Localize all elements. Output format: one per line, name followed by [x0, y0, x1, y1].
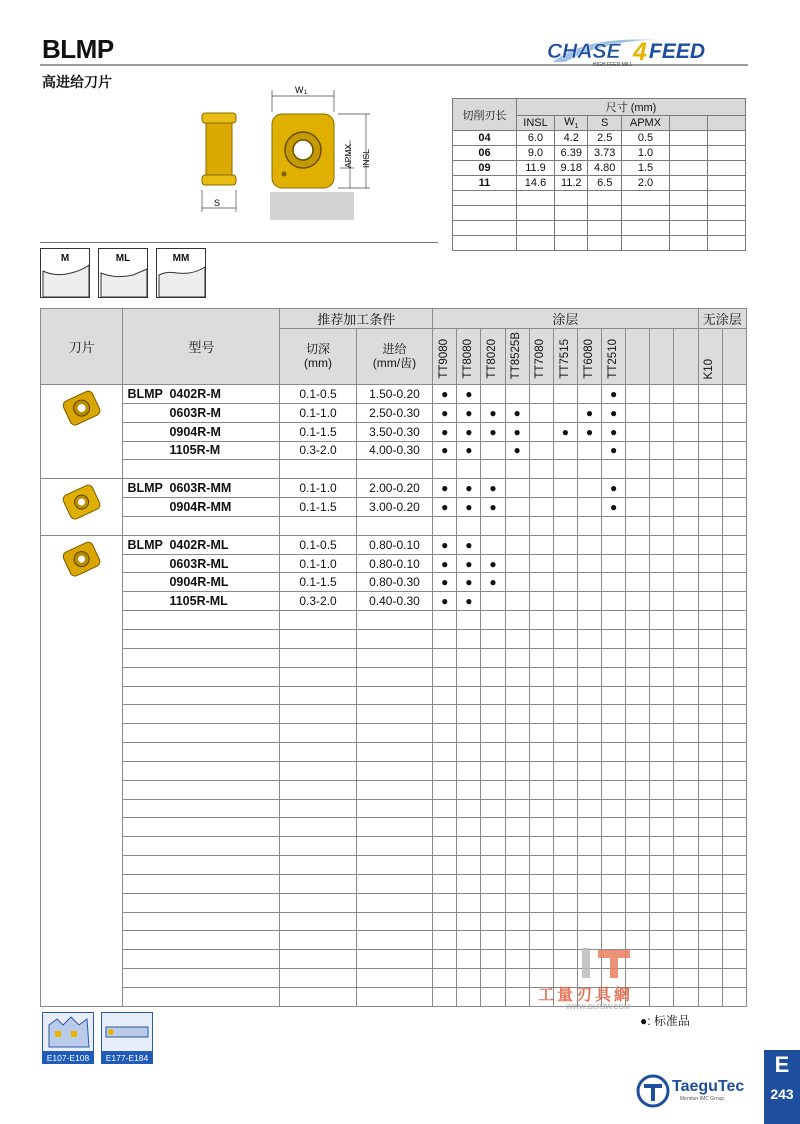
grade-cell [722, 573, 746, 592]
standard-dot: ● [553, 422, 577, 441]
grade-cell [481, 535, 505, 554]
insert-dimension-diagram [180, 80, 380, 230]
dim-row: 11 14.6 11.2 6.5 2.0 [453, 176, 746, 191]
standard-dot: ● [481, 498, 505, 517]
grade-cell [650, 403, 674, 422]
model-cell [123, 573, 280, 592]
model-cell [123, 479, 280, 498]
grade-cell [674, 385, 698, 404]
grade-cell [722, 554, 746, 573]
cutter-body-icon [43, 1013, 93, 1051]
table-row-empty [41, 818, 747, 837]
depth-cell: 0.3-2.0 [280, 441, 356, 460]
grade-label: K10 [703, 358, 716, 379]
model-cell [123, 498, 280, 517]
grade-cell [722, 385, 746, 404]
dim-col-apmx: APMX [621, 116, 669, 131]
grade-cell [650, 498, 674, 517]
standard-dot: ● [602, 441, 626, 460]
w1-label: W [295, 85, 304, 95]
grade-cell [626, 422, 650, 441]
grade-label: TT8020 [486, 339, 499, 379]
logo-tagline: HIGH FEED MILL [593, 62, 633, 68]
grade-cell [698, 573, 722, 592]
standard-dot: ● [577, 422, 601, 441]
dim-col-size: 切削刃长 [453, 99, 517, 131]
standard-dot: ● [457, 498, 481, 517]
insert-ml-icon [57, 540, 107, 580]
table-row [41, 592, 747, 611]
standard-dot: ● [457, 422, 481, 441]
grade-cell [553, 573, 577, 592]
svg-text:FEED: FEED [649, 40, 706, 63]
grade-cell [577, 535, 601, 554]
standard-dot: ● [505, 422, 529, 441]
standard-dot: ● [602, 498, 626, 517]
diagram-divider [40, 242, 438, 243]
depth-cell: 0.1-1.5 [280, 422, 356, 441]
table-row-empty [41, 761, 747, 780]
grade-cell [650, 385, 674, 404]
col-model: 型号 [123, 309, 280, 385]
grade-header [698, 329, 722, 385]
grade-cell [529, 554, 553, 573]
grade-cell [650, 479, 674, 498]
depth-cell: 0.3-2.0 [280, 592, 356, 611]
grade-cell [722, 592, 746, 611]
dim-row: 06 9.0 6.39 3.73 1.0 [453, 146, 746, 161]
feed-cell: 0.80-0.10 [356, 554, 432, 573]
dim-col-insl: INSL [517, 116, 555, 131]
grade-cell [529, 573, 553, 592]
grade-cell [650, 441, 674, 460]
table-row-empty [41, 743, 747, 762]
model-cell [123, 592, 280, 611]
grade-cell [577, 554, 601, 573]
table-row-empty [41, 460, 747, 479]
table-row-empty [41, 629, 747, 648]
table-row-empty [41, 856, 747, 875]
grade-cell [698, 385, 722, 404]
table-row-empty [41, 837, 747, 856]
model-cell [123, 441, 280, 460]
model-code: 0603R-MM [169, 481, 232, 496]
standard-dot: ● [457, 441, 481, 460]
table-row [41, 441, 747, 460]
grade-cell [674, 441, 698, 460]
ref-cutter-link[interactable]: E107-E108 [42, 1012, 94, 1064]
grade-cell [553, 385, 577, 404]
model-code: 0904R-M [169, 424, 221, 439]
shank-tool-icon [102, 1013, 152, 1051]
insert-image-cell [41, 479, 123, 536]
standard-dot: ● [481, 554, 505, 573]
dimension-table [452, 98, 746, 251]
chase-feed-logo [545, 34, 750, 68]
grade-cell [553, 535, 577, 554]
standard-dot: ● [433, 479, 457, 498]
depth-cell: 0.1-1.5 [280, 573, 356, 592]
grade-cell [577, 479, 601, 498]
grade-cell [529, 422, 553, 441]
grade-cell [481, 385, 505, 404]
grade-cell [529, 498, 553, 517]
grade-cell [722, 403, 746, 422]
table-row-empty [41, 686, 747, 705]
depth-cell: 0.1-1.0 [280, 403, 356, 422]
grade-cell [553, 554, 577, 573]
grade-cell [698, 498, 722, 517]
standard-dot: ● [457, 385, 481, 404]
table-row [41, 422, 747, 441]
chipbreaker-m-icon: M [40, 248, 90, 298]
table-row-empty [41, 667, 747, 686]
grade-cell [505, 573, 529, 592]
grade-cell [529, 535, 553, 554]
grade-cell [577, 441, 601, 460]
standard-dot: ● [602, 422, 626, 441]
svg-text:4: 4 [633, 38, 647, 66]
standard-dot: ● [457, 554, 481, 573]
grade-cell [674, 554, 698, 573]
grade-header [433, 329, 457, 385]
feed-cell: 0.80-0.30 [356, 573, 432, 592]
model-code: 0904R-ML [169, 575, 229, 590]
standard-dot: ● [457, 479, 481, 498]
grade-cell [674, 498, 698, 517]
grade-cell [505, 592, 529, 611]
table-row [41, 535, 747, 554]
depth-cell: 0.1-1.0 [280, 554, 356, 573]
col-feed: 进给 (mm/齿) [356, 329, 432, 385]
grade-cell [577, 385, 601, 404]
dim-col-w1: $W_1$ [555, 116, 588, 131]
col-uncoated: 无涂层 [698, 309, 746, 329]
chipbreaker-ml-icon: ML [98, 248, 148, 298]
table-row [41, 403, 747, 422]
model-prefix: BLMP [127, 386, 163, 401]
grade-cell [626, 498, 650, 517]
grade-cell [529, 441, 553, 460]
dim-col-group: 尺寸 (mm) [517, 99, 746, 116]
table-row [41, 385, 747, 404]
standard-dot: ● [433, 422, 457, 441]
standard-dot: ● [481, 422, 505, 441]
grade-label: TT2510 [606, 339, 619, 379]
grade-cell [698, 441, 722, 460]
standard-dot: ● [577, 403, 601, 422]
depth-cell: 0.1-0.5 [280, 385, 356, 404]
taegutec-logo-icon [636, 1074, 670, 1108]
grade-label: TT6080 [582, 339, 595, 379]
dim-col-s: S [588, 116, 621, 131]
feed-cell: 3.50-0.30 [356, 422, 432, 441]
page-subtitle: 高进给刀片 [42, 74, 112, 90]
model-cell [123, 422, 280, 441]
grade-cell [698, 422, 722, 441]
grade-cell [602, 573, 626, 592]
standard-dot: ● [433, 403, 457, 422]
model-code: 1105R-ML [169, 594, 228, 609]
grade-cell [674, 479, 698, 498]
grade-cell [481, 441, 505, 460]
grade-header [602, 329, 626, 385]
standard-dot: ● [457, 535, 481, 554]
grade-cell [650, 422, 674, 441]
grade-label: TT7515 [558, 339, 571, 379]
insert-image-cell [41, 535, 123, 1006]
model-code: 0402R-M [169, 386, 221, 401]
grade-cell [626, 592, 650, 611]
grade-cell [505, 498, 529, 517]
grade-cell [626, 403, 650, 422]
model-prefix: BLMP [127, 481, 163, 496]
grade-header [481, 329, 505, 385]
grade-cell [650, 573, 674, 592]
model-prefix: BLMP [127, 537, 163, 552]
grade-cell [553, 403, 577, 422]
svg-text:1: 1 [304, 90, 308, 96]
apmx-label: APMX [343, 143, 353, 168]
standard-dot: ● [433, 535, 457, 554]
insert-m-icon [57, 389, 107, 429]
table-row-empty [41, 648, 747, 667]
grade-cell [602, 535, 626, 554]
grade-cell [481, 592, 505, 611]
table-row-empty [41, 780, 747, 799]
table-row [41, 554, 747, 573]
depth-cell: 0.1-0.5 [280, 535, 356, 554]
insl-label: INSL [361, 149, 371, 168]
grade-cell [626, 573, 650, 592]
insert-image-cell [41, 385, 123, 479]
grade-cell [626, 554, 650, 573]
dim-row: 09 11.9 9.18 4.80 1.5 [453, 161, 746, 176]
grade-cell [626, 441, 650, 460]
depth-cell: 0.1-1.5 [280, 498, 356, 517]
grade-header-empty [674, 329, 698, 385]
grade-cell [722, 479, 746, 498]
standard-dot: ● [433, 385, 457, 404]
grade-header [505, 329, 529, 385]
feed-cell: 2.50-0.30 [356, 403, 432, 422]
watermark: 工量刃具網 WWW.GLRJW.COM [538, 944, 668, 1014]
grade-cell [674, 592, 698, 611]
model-code: 0904R-MM [169, 499, 232, 514]
grade-cell [553, 441, 577, 460]
feed-cell: 0.80-0.10 [356, 535, 432, 554]
insert-mm-icon [57, 483, 107, 523]
grade-cell [529, 479, 553, 498]
model-cell [123, 554, 280, 573]
model-code: 0603R-M [169, 405, 221, 420]
grade-cell [698, 535, 722, 554]
model-cell [123, 385, 280, 404]
grade-cell [553, 479, 577, 498]
depth-cell: 0.1-1.0 [280, 479, 356, 498]
table-row-empty [41, 724, 747, 743]
table-row-empty [41, 705, 747, 724]
feed-cell: 0.40-0.30 [356, 592, 432, 611]
standard-dot: ● [602, 403, 626, 422]
grade-header [529, 329, 553, 385]
table-row-empty [41, 912, 747, 931]
standard-dot: ● [433, 573, 457, 592]
grade-cell [577, 573, 601, 592]
standard-dot: ● [457, 573, 481, 592]
grade-cell [626, 535, 650, 554]
grade-cell [553, 592, 577, 611]
watermark-logo-icon [578, 944, 638, 980]
taegutec-brand: TaeguTec Member IMC Group [636, 1074, 756, 1110]
table-row-empty [41, 611, 747, 630]
dim-row: 04 6.0 4.2 2.5 0.5 [453, 131, 746, 146]
standard-dot: ● [433, 441, 457, 460]
standard-dot: ● [505, 403, 529, 422]
table-row-empty [41, 516, 747, 535]
standard-dot: ● [457, 403, 481, 422]
product-table [40, 308, 747, 1007]
standard-dot: ● [505, 441, 529, 460]
page-title: BLMP [42, 34, 114, 64]
grade-label: TT9080 [437, 339, 450, 379]
table-row [41, 573, 747, 592]
grade-cell [698, 479, 722, 498]
chipbreaker-mm-icon: MM [156, 248, 206, 298]
feed-cell: 1.50-0.20 [356, 385, 432, 404]
section-tab: E 243 [764, 1050, 800, 1124]
standard-dot: ● [433, 498, 457, 517]
feed-cell: 2.00-0.20 [356, 479, 432, 498]
standard-dot: ● [602, 385, 626, 404]
grade-header [577, 329, 601, 385]
col-insert: 刀片 [41, 309, 123, 385]
grade-cell [674, 535, 698, 554]
grade-header-empty [722, 329, 746, 385]
grade-cell [698, 554, 722, 573]
table-row-empty [41, 874, 747, 893]
grade-cell [529, 592, 553, 611]
grade-cell [674, 573, 698, 592]
grade-label: TT7080 [534, 339, 547, 379]
table-row-empty [41, 799, 747, 818]
grade-cell [674, 403, 698, 422]
grade-header-empty [626, 329, 650, 385]
table-row [41, 498, 747, 517]
grade-cell [626, 385, 650, 404]
grade-cell [698, 592, 722, 611]
grade-cell [602, 592, 626, 611]
grade-cell [602, 554, 626, 573]
s-label: S [214, 198, 221, 208]
grade-cell [505, 479, 529, 498]
standard-dot: ● [433, 554, 457, 573]
grade-cell [529, 403, 553, 422]
grade-cell [698, 403, 722, 422]
grade-cell [505, 385, 529, 404]
table-row [41, 479, 747, 498]
model-code: 0402R-ML [169, 537, 229, 552]
feed-cell: 4.00-0.30 [356, 441, 432, 460]
col-coated: 涂层 [433, 309, 698, 329]
standard-dot: ● [481, 403, 505, 422]
model-code: 1105R-M [169, 443, 221, 458]
grade-cell [505, 554, 529, 573]
grade-header [553, 329, 577, 385]
grade-cell [674, 422, 698, 441]
grade-header [457, 329, 481, 385]
grade-header-empty [650, 329, 674, 385]
standard-dot: ● [481, 573, 505, 592]
grade-cell [722, 441, 746, 460]
grade-cell [722, 498, 746, 517]
model-cell [123, 403, 280, 422]
feed-cell: 3.00-0.20 [356, 498, 432, 517]
grade-cell [577, 592, 601, 611]
grade-cell [529, 385, 553, 404]
col-conditions: 推荐加工条件 [280, 309, 433, 329]
svg-text:CHASE: CHASE [547, 40, 621, 63]
grade-cell [722, 422, 746, 441]
grade-cell [577, 498, 601, 517]
ref-shank-link[interactable]: E177-E184 [101, 1012, 153, 1064]
model-cell [123, 535, 280, 554]
col-depth: 切深 (mm) [280, 329, 356, 385]
model-code: 0603R-ML [169, 556, 229, 571]
grade-cell [650, 535, 674, 554]
grade-cell [505, 535, 529, 554]
grade-label: TT8525B [510, 331, 523, 379]
grade-cell [553, 498, 577, 517]
standard-dot: ● [481, 479, 505, 498]
standard-dot: ● [602, 479, 626, 498]
grade-label: TT8080 [462, 339, 475, 379]
grade-cell [650, 592, 674, 611]
standard-dot: ● [457, 592, 481, 611]
standard-dot: ● [433, 592, 457, 611]
table-row-empty [41, 893, 747, 912]
grade-cell [722, 535, 746, 554]
grade-cell [650, 554, 674, 573]
legend-standard: ●: 标准品 [640, 1014, 690, 1028]
grade-cell [626, 479, 650, 498]
